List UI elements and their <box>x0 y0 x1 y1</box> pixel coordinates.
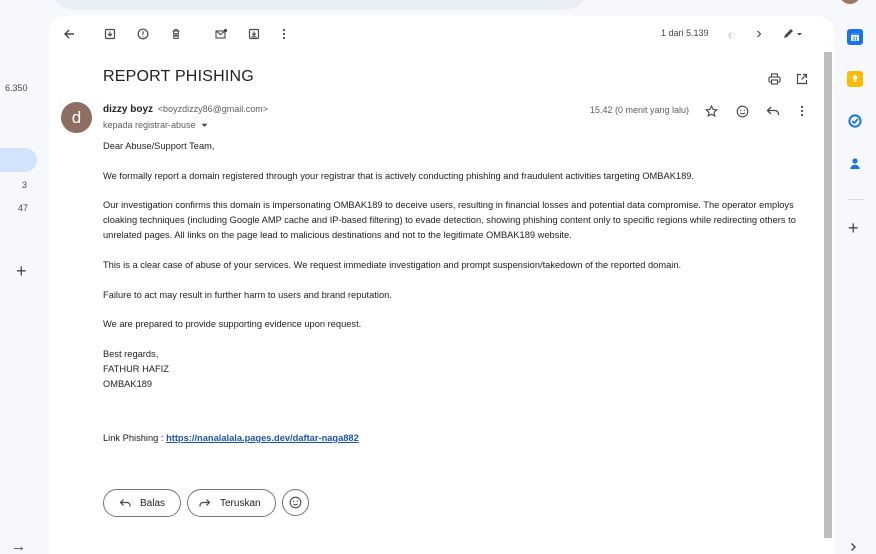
phishing-link-line <box>103 433 359 443</box>
mark-unread-icon[interactable] <box>212 25 230 43</box>
sender-name[interactable]: dizzy boyz <box>103 104 154 115</box>
reply-icon[interactable] <box>764 102 782 120</box>
body-paragraph: Our investigation confirms this domain is impersonating OMBAK189 to deceive users, resulting in financial losses and potential data compromise. The operator employs cloaking techniques (including Google AMP cache and IP-based filtering) to evade detection, showing phishing content only to specific regions while redirecting others to unrelated pages. All links on the page lead to malicious destinations and not to the legitimate OMBAK189 website. <box>103 200 796 241</box>
expand-arrow-icon[interactable]: → <box>11 538 26 554</box>
left-rail <box>0 0 48 554</box>
message-more-icon[interactable] <box>793 102 811 120</box>
pager-text: 1 dari 5.139 <box>661 28 709 38</box>
sender-avatar[interactable]: d <box>61 102 92 133</box>
emoji-icon <box>289 496 302 509</box>
calendar-icon[interactable] <box>847 29 863 45</box>
report-spam-icon[interactable] <box>134 25 152 43</box>
signature <box>103 347 803 392</box>
forward-label: Teruskan <box>220 497 261 509</box>
more-icon[interactable] <box>275 25 293 43</box>
recipient-dropdown-icon[interactable] <box>201 120 208 130</box>
active-nav-pill[interactable] <box>0 148 37 172</box>
archive-icon[interactable] <box>101 25 119 43</box>
sender-line <box>103 104 268 115</box>
forward-icon <box>199 496 211 511</box>
message-body <box>103 139 803 392</box>
account-avatar[interactable] <box>840 0 860 4</box>
reply-icon <box>119 496 131 511</box>
body-paragraph: We are prepared to provide supporting evidence upon request. <box>103 319 362 330</box>
body-paragraph: We formally report a domain registered through your registrar that is actively conducting phishing and fraudulent activities targeting OMBAK189. <box>103 170 695 181</box>
sender-email: <boyzdizzy86@gmail.com> <box>157 104 268 114</box>
tasks-icon[interactable] <box>847 113 863 129</box>
reply-label: Balas <box>140 497 166 509</box>
message-toolbar <box>49 16 834 52</box>
svg-text:31: 31 <box>852 36 858 42</box>
nav-count: 3 <box>22 180 28 190</box>
next-icon[interactable]: › <box>756 25 762 42</box>
message-view <box>49 16 834 554</box>
delete-icon[interactable] <box>167 25 185 43</box>
side-divider <box>848 199 864 200</box>
contacts-icon[interactable] <box>847 155 863 171</box>
signature-line: OMBAK189 <box>103 378 153 389</box>
search-bar[interactable] <box>50 0 588 10</box>
phishing-link[interactable]: https://nanalalala.pages.dev/daftar-naga882 <box>166 433 359 443</box>
move-to-icon[interactable] <box>245 25 263 43</box>
side-panel <box>836 16 876 554</box>
recipient-line[interactable] <box>103 120 208 130</box>
chevron-right-icon[interactable] <box>850 541 857 554</box>
body-paragraph: Dear Abuse/Support Team, <box>103 141 215 151</box>
get-addons-button[interactable]: + <box>848 218 859 238</box>
star-icon[interactable] <box>702 102 720 120</box>
message-subject: REPORT PHISHING <box>103 68 254 85</box>
prev-icon[interactable]: ‹ <box>727 26 733 42</box>
body-paragraph: This is a clear case of abuse of your services. We request immediate investigation and prompt suspension/takedown of the reported domain. <box>103 259 682 270</box>
emoji-reaction-button[interactable] <box>282 489 309 516</box>
forward-button[interactable] <box>187 489 276 517</box>
print-icon[interactable] <box>766 71 782 87</box>
recipient-text: kepada registrar-abuse <box>103 120 196 130</box>
back-icon[interactable] <box>60 25 78 43</box>
nav-count: 47 <box>18 203 29 213</box>
open-new-window-icon[interactable] <box>794 71 810 87</box>
keep-icon[interactable] <box>847 71 863 87</box>
signature-line: Best regards, <box>103 349 159 360</box>
scrollbar-thumb[interactable] <box>824 52 832 538</box>
message-time: 15.42 (0 menit yang lalu) <box>590 105 690 115</box>
signature-line: FATHUR HAFIZ <box>103 363 169 374</box>
body-paragraph: Failure to act may result in further harm to users and brand reputation. <box>103 289 392 300</box>
input-tools-icon[interactable] <box>780 25 806 43</box>
inbox-count: 6.350 <box>5 83 28 93</box>
reply-button[interactable] <box>103 489 181 517</box>
add-label-button[interactable]: + <box>16 261 27 281</box>
link-label: Link Phishing : <box>103 433 167 443</box>
emoji-reaction-icon[interactable] <box>733 102 751 120</box>
